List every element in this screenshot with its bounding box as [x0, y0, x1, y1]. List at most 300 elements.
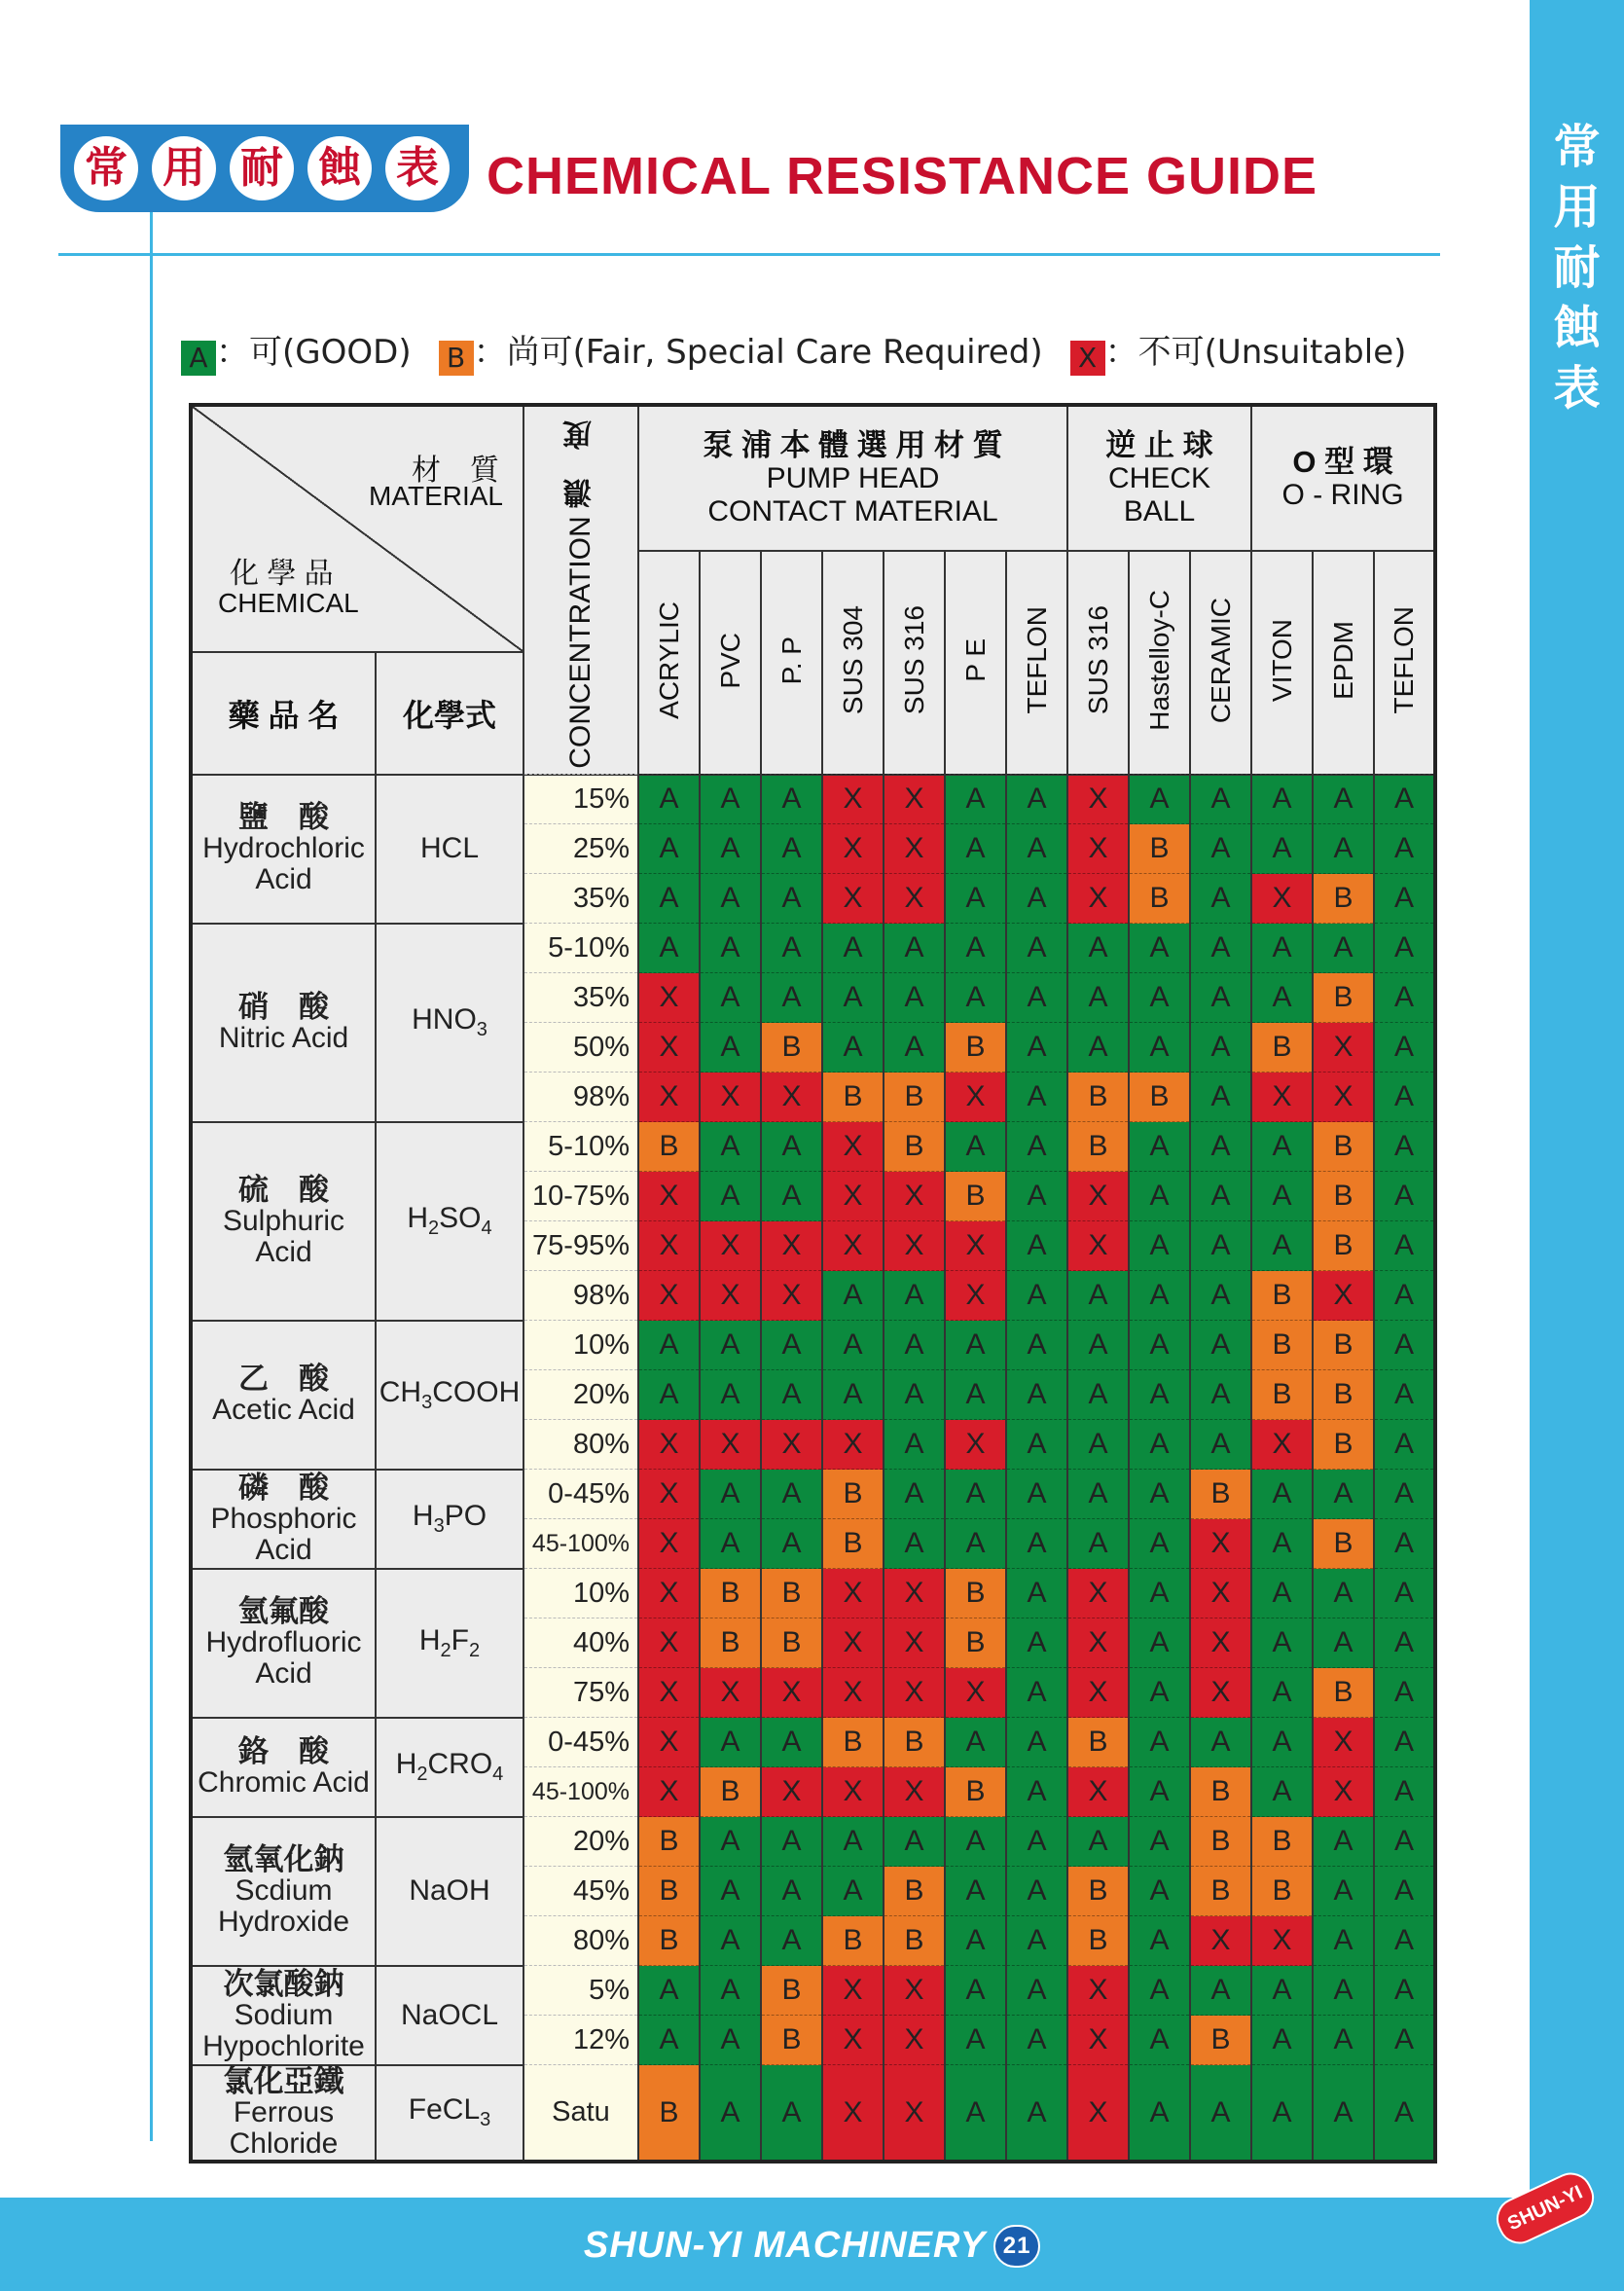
concentration-value: 0-45%	[523, 1470, 638, 1519]
rating-cell: A	[1006, 1618, 1067, 1668]
rating-cell: A	[700, 1023, 761, 1073]
rating-cell: A	[1190, 1023, 1251, 1073]
rating-cell: B	[638, 1817, 700, 1867]
rating-cell: X	[822, 1966, 884, 2016]
header-group-line: 逆 止 球	[1105, 427, 1213, 462]
rating-cell: A	[1251, 1221, 1313, 1271]
rating-cell: A	[1313, 2016, 1374, 2065]
rating-cell: A	[761, 1172, 822, 1221]
rating-cell: B	[1067, 1916, 1129, 1966]
rating-cell: A	[945, 924, 1006, 973]
rating-cell: A	[1251, 1122, 1313, 1172]
rating-cell: A	[945, 874, 1006, 924]
chemical-name-en: Sulphuric Acid	[222, 1204, 345, 1268]
rating-cell: X	[1251, 874, 1313, 924]
rating-cell: A	[822, 1321, 884, 1370]
rating-cell: A	[1374, 973, 1435, 1023]
legend-a-label: ：可(GOOD)	[216, 333, 412, 372]
material-name: SUS 316	[1082, 605, 1113, 715]
chemical-name-en: Acetic Acid	[212, 1394, 355, 1427]
page-number: 21	[993, 2225, 1040, 2268]
chemical-name	[191, 1817, 376, 1966]
rating-cell: X	[884, 1221, 945, 1271]
rating-cell: A	[945, 973, 1006, 1023]
chemical-label-cn: 化 學 品	[230, 558, 334, 590]
rating-cell: X	[638, 1569, 700, 1618]
rating-cell: A	[1251, 824, 1313, 874]
concentration-value: 0-45%	[523, 1718, 638, 1767]
rating-cell: X	[822, 2016, 884, 2065]
concentration-header	[523, 405, 638, 775]
material-label-cn: 材 質	[412, 455, 499, 487]
header-group-0	[638, 405, 1067, 551]
rating-cell: B	[700, 1618, 761, 1668]
rating-cell: B	[1129, 824, 1190, 874]
chemical-name-en: Sodium Hypochlorite	[202, 1998, 365, 2062]
rating-cell: A	[700, 1817, 761, 1867]
rating-cell: B	[1313, 1370, 1374, 1420]
table-row	[191, 1122, 1435, 1172]
header-group-line: CONTACT MATERIAL	[707, 494, 998, 527]
chemical-formula: $H_2SO_4$	[376, 1122, 523, 1321]
rating-cell: B	[761, 1023, 822, 1073]
rating-cell: X	[761, 1767, 822, 1817]
concentration-label-en: CONCENTRATION	[564, 516, 596, 769]
rating-cell: X	[638, 1668, 700, 1718]
title-banner	[60, 125, 469, 212]
rating-cell: A	[945, 1519, 1006, 1569]
table-row	[191, 1470, 1435, 1519]
rating-cell: X	[945, 1420, 1006, 1470]
chemical-name	[191, 2065, 376, 2162]
rating-cell: B	[1067, 1718, 1129, 1767]
rating-cell: X	[1067, 2016, 1129, 2065]
rating-cell: A	[1006, 1817, 1067, 1867]
rating-cell: B	[1313, 1519, 1374, 1569]
rating-cell: A	[700, 1867, 761, 1916]
rating-cell: A	[1129, 1023, 1190, 1073]
rating-cell: A	[1006, 1321, 1067, 1370]
chemical-name-en: Phosphoric Acid	[210, 1502, 357, 1566]
rating-cell: X	[884, 1172, 945, 1221]
rating-cell: A	[1129, 1718, 1190, 1767]
rating-cell: A	[1006, 1023, 1067, 1073]
rating-cell: X	[1067, 1767, 1129, 1817]
material-name: TEFLON	[1389, 606, 1420, 714]
table-row	[191, 2065, 1435, 2162]
chemical-name-cn: 鉻 酸	[238, 1733, 329, 1768]
rating-cell: X	[822, 1122, 884, 1172]
table-row	[191, 775, 1435, 824]
rating-cell: A	[945, 1916, 1006, 1966]
concentration-value: 5%	[523, 1966, 638, 2016]
rating-cell: A	[1129, 1817, 1190, 1867]
rating-cell: A	[1313, 1817, 1374, 1867]
rating-cell: X	[1190, 1916, 1251, 1966]
rating-cell: A	[1129, 1519, 1190, 1569]
concentration-value: 45-100%	[523, 1519, 638, 1569]
rating-cell: B	[761, 1966, 822, 2016]
rating-cell: A	[1190, 1122, 1251, 1172]
rating-cell: X	[1067, 1221, 1129, 1271]
rating-cell: B	[1190, 1470, 1251, 1519]
rating-cell: A	[1129, 973, 1190, 1023]
rating-cell: A	[1129, 1470, 1190, 1519]
rating-cell: B	[822, 1073, 884, 1122]
rating-cell: A	[1374, 1172, 1435, 1221]
rating-cell: X	[761, 1420, 822, 1470]
header-group-line: O 型 環	[1292, 444, 1393, 479]
rating-cell: X	[638, 1073, 700, 1122]
rating-cell: A	[1129, 2065, 1190, 2162]
rating-cell: A	[1374, 1916, 1435, 1966]
header-group-line: BALL	[1123, 494, 1196, 527]
rating-cell: B	[884, 1867, 945, 1916]
rating-cell: A	[1006, 1470, 1067, 1519]
rating-cell: X	[1251, 1916, 1313, 1966]
rating-cell: A	[761, 2065, 822, 2162]
rating-cell: X	[822, 2065, 884, 2162]
rating-cell: A	[1374, 1122, 1435, 1172]
rating-cell: X	[638, 973, 700, 1023]
chemical-formula: NaOCL	[376, 1966, 523, 2065]
chemical-formula: HCL	[376, 775, 523, 924]
rating-cell: A	[1129, 1271, 1190, 1321]
rating-cell: A	[700, 1370, 761, 1420]
rating-cell: A	[638, 874, 700, 924]
rating-cell: X	[638, 1271, 700, 1321]
rating-cell: A	[884, 1271, 945, 1321]
rating-cell: X	[1313, 1073, 1374, 1122]
rating-cell: X	[638, 1172, 700, 1221]
rating-cell: A	[1374, 824, 1435, 874]
rating-cell: X	[638, 1023, 700, 1073]
rating-cell: A	[638, 924, 700, 973]
chemical-name	[191, 1966, 376, 2065]
rating-cell: B	[1190, 2016, 1251, 2065]
rating-cell: A	[1190, 775, 1251, 824]
rating-cell: B	[1251, 1321, 1313, 1370]
rating-cell: B	[1067, 1073, 1129, 1122]
rating-cell: A	[1129, 1618, 1190, 1668]
rating-cell: A	[1313, 1966, 1374, 2016]
rating-cell: A	[700, 1321, 761, 1370]
brand-name: SHUN-YI MACHINERY	[583, 2225, 987, 2266]
rating-cell: A	[700, 1519, 761, 1569]
rating-cell: X	[884, 1966, 945, 2016]
rating-cell: A	[945, 2065, 1006, 2162]
material-label-en: MATERIAL	[369, 481, 503, 511]
rating-cell: A	[945, 1122, 1006, 1172]
material-col-4	[884, 551, 945, 775]
table-row	[191, 1718, 1435, 1767]
rating-cell: A	[638, 2016, 700, 2065]
rating-cell: A	[1251, 1519, 1313, 1569]
header-group-line: CHECK	[1108, 461, 1211, 494]
side-title-char: 表	[1553, 361, 1601, 416]
rating-cell: A	[945, 1718, 1006, 1767]
material-col-6	[1006, 551, 1067, 775]
rating-cell: A	[1067, 1370, 1129, 1420]
rating-cell: A	[1129, 1370, 1190, 1420]
rating-cell: B	[945, 1569, 1006, 1618]
table-row	[191, 1321, 1435, 1370]
rating-cell: X	[1251, 1420, 1313, 1470]
concentration-value: 98%	[523, 1271, 638, 1321]
rating-cell: X	[1313, 1718, 1374, 1767]
chemical-name-en: Nitric Acid	[218, 1021, 349, 1054]
rating-cell: X	[1313, 1023, 1374, 1073]
rating-cell: A	[1067, 1321, 1129, 1370]
rating-cell: B	[884, 1718, 945, 1767]
concentration-value: 45-100%	[523, 1767, 638, 1817]
rating-cell: A	[1129, 1668, 1190, 1718]
rating-cell: A	[1067, 1470, 1129, 1519]
rating-cell: A	[761, 1867, 822, 1916]
rating-cell: X	[761, 1271, 822, 1321]
rating-cell: X	[1190, 1668, 1251, 1718]
rating-cell: B	[1251, 1271, 1313, 1321]
rating-cell: A	[1313, 1569, 1374, 1618]
chemical-formula: $CH_3COOH$	[376, 1321, 523, 1470]
chemical-name	[191, 1470, 376, 1569]
rating-cell: B	[638, 1867, 700, 1916]
rating-cell: A	[1190, 973, 1251, 1023]
chemical-name-cn: 鹽 酸	[238, 800, 329, 835]
decor-horizontal-line	[58, 253, 1440, 256]
chemical-name	[191, 1718, 376, 1817]
rating-cell: A	[1313, 824, 1374, 874]
rating-cell: A	[1190, 824, 1251, 874]
side-bar	[1530, 0, 1624, 2198]
chemical-name-en: Hydrofluoric Acid	[205, 1626, 362, 1691]
rating-cell: B	[884, 1122, 945, 1172]
rating-cell: A	[1374, 1668, 1435, 1718]
rating-cell: A	[884, 1023, 945, 1073]
material-name: Hastelloy-C	[1143, 590, 1174, 731]
chemical-name-cn: 氯化亞鐵	[223, 2063, 344, 2098]
rating-cell: X	[638, 1420, 700, 1470]
rating-cell: A	[822, 924, 884, 973]
rating-cell: A	[1067, 1420, 1129, 1470]
rating-cell: A	[700, 874, 761, 924]
rating-cell: A	[884, 1370, 945, 1420]
rating-cell: A	[1190, 2065, 1251, 2162]
rating-cell: A	[1129, 1916, 1190, 1966]
rating-cell: A	[884, 973, 945, 1023]
rating-cell: A	[1006, 1867, 1067, 1916]
chemical-name-cn: 硫 酸	[238, 1172, 329, 1207]
concentration-label	[559, 407, 602, 769]
rating-cell: B	[1067, 1867, 1129, 1916]
rating-cell: A	[1251, 1569, 1313, 1618]
rating-cell: A	[1006, 824, 1067, 874]
concentration-value: 25%	[523, 824, 638, 874]
rating-cell: X	[1313, 1271, 1374, 1321]
material-name: TEFLON	[1021, 606, 1052, 714]
rating-cell: A	[1313, 775, 1374, 824]
footer	[0, 2198, 1624, 2291]
rating-cell: A	[1313, 1867, 1374, 1916]
rating-cell: A	[1006, 1668, 1067, 1718]
rating-cell: B	[638, 2065, 700, 2162]
rating-cell: X	[822, 775, 884, 824]
resistance-table	[189, 403, 1437, 2164]
chemical-formula: NaOH	[376, 1817, 523, 1966]
material-col-1	[700, 551, 761, 775]
rating-cell: A	[945, 2016, 1006, 2065]
material-col-12	[1374, 551, 1435, 775]
material-col-7	[1067, 551, 1129, 775]
rating-cell: A	[1006, 1519, 1067, 1569]
rating-cell: X	[638, 1618, 700, 1668]
concentration-value: 75%	[523, 1668, 638, 1718]
rating-cell: A	[1129, 1221, 1190, 1271]
rating-cell: A	[1190, 1321, 1251, 1370]
rating-cell: B	[1251, 1817, 1313, 1867]
rating-cell: A	[1129, 1172, 1190, 1221]
rating-cell: A	[884, 924, 945, 973]
rating-cell: A	[761, 1817, 822, 1867]
rating-cell: X	[1190, 1519, 1251, 1569]
rating-cell: A	[1374, 924, 1435, 973]
rating-cell: A	[884, 1519, 945, 1569]
rating-cell: X	[1313, 1767, 1374, 1817]
title-char-chip: 蝕	[307, 136, 372, 200]
rating-cell: A	[1190, 874, 1251, 924]
rating-cell: A	[1374, 1519, 1435, 1569]
rating-cell: A	[1006, 1221, 1067, 1271]
rating-cell: A	[945, 1370, 1006, 1420]
rating-cell: A	[1129, 1321, 1190, 1370]
rating-cell: X	[822, 1618, 884, 1668]
rating-cell: A	[1067, 1817, 1129, 1867]
rating-cell: A	[761, 1370, 822, 1420]
concentration-value: 5-10%	[523, 1122, 638, 1172]
rating-cell: X	[945, 1221, 1006, 1271]
material-name: PVC	[714, 632, 745, 689]
rating-cell: X	[1067, 1172, 1129, 1221]
rating-cell: A	[1006, 1122, 1067, 1172]
chemical-name	[191, 1321, 376, 1470]
rating-cell: X	[700, 1073, 761, 1122]
rating-cell: A	[1374, 1023, 1435, 1073]
legend-a-swatch: A	[181, 341, 216, 376]
material-col-2	[761, 551, 822, 775]
rating-cell: A	[1129, 1767, 1190, 1817]
concentration-value: 35%	[523, 874, 638, 924]
rating-cell: A	[1251, 1668, 1313, 1718]
concentration-value: 80%	[523, 1916, 638, 1966]
material-col-9	[1190, 551, 1251, 775]
rating-cell: A	[1374, 1470, 1435, 1519]
chemical-name-en: Scdium Hydroxide	[217, 1874, 350, 1939]
material-name: P. P	[776, 636, 807, 685]
rating-cell: X	[638, 1767, 700, 1817]
rating-cell: A	[945, 1867, 1006, 1916]
rating-cell: B	[1313, 1172, 1374, 1221]
rating-cell: X	[1190, 1618, 1251, 1668]
rating-cell: A	[1006, 2065, 1067, 2162]
rating-cell: A	[1251, 1718, 1313, 1767]
rating-cell: X	[1067, 1618, 1129, 1668]
concentration-value: 10%	[523, 1321, 638, 1370]
rating-cell: A	[1313, 1470, 1374, 1519]
rating-cell: A	[761, 973, 822, 1023]
rating-cell: A	[638, 1966, 700, 2016]
chemical-name-cn: 硝 酸	[238, 989, 329, 1024]
brand-logo: SHUN-YI	[1490, 2165, 1602, 2250]
rating-cell: A	[884, 1470, 945, 1519]
rating-cell: A	[884, 1321, 945, 1370]
side-title	[1530, 117, 1624, 418]
rating-cell: A	[761, 1122, 822, 1172]
rating-cell: X	[638, 1221, 700, 1271]
material-name: VITON	[1266, 618, 1297, 702]
chemical-name-cn: 乙 酸	[238, 1362, 329, 1397]
rating-cell: A	[1067, 973, 1129, 1023]
rating-cell: A	[700, 1966, 761, 2016]
rating-cell: A	[700, 1718, 761, 1767]
rating-cell: B	[1129, 1073, 1190, 1122]
rating-cell: A	[1374, 775, 1435, 824]
chemical-material-corner	[191, 405, 523, 652]
legend-x-label: ：不可(Unsuitable)	[1104, 333, 1407, 372]
rating-cell: X	[761, 1073, 822, 1122]
rating-cell: B	[700, 1767, 761, 1817]
rating-cell: B	[1313, 1668, 1374, 1718]
rating-cell: A	[1067, 1519, 1129, 1569]
rating-cell: A	[1006, 924, 1067, 973]
rating-cell: A	[822, 1370, 884, 1420]
rating-cell: B	[1313, 1321, 1374, 1370]
chemical-name-cn: 磷 酸	[238, 1470, 329, 1505]
rating-cell: B	[1313, 1221, 1374, 1271]
rating-cell: B	[1067, 1122, 1129, 1172]
chemical-name	[191, 1569, 376, 1718]
chemical-name	[191, 924, 376, 1122]
title-char-chip: 耐	[230, 136, 294, 200]
rating-cell: A	[1374, 1966, 1435, 2016]
rating-cell: A	[945, 824, 1006, 874]
rating-cell: A	[1374, 1073, 1435, 1122]
rating-cell: A	[822, 1271, 884, 1321]
rating-cell: A	[761, 1470, 822, 1519]
material-col-11	[1313, 551, 1374, 775]
rating-cell: A	[1190, 1966, 1251, 2016]
rating-cell: A	[1374, 1370, 1435, 1420]
rating-cell: A	[1006, 1718, 1067, 1767]
rating-cell: A	[761, 1519, 822, 1569]
rating-cell: A	[700, 1916, 761, 1966]
concentration-value: 15%	[523, 775, 638, 824]
rating-cell: A	[1006, 1073, 1067, 1122]
material-col-5	[945, 551, 1006, 775]
rating-cell: X	[1067, 824, 1129, 874]
rating-cell: A	[700, 824, 761, 874]
concentration-value: 40%	[523, 1618, 638, 1668]
rating-cell: A	[945, 1966, 1006, 2016]
decor-vertical-line	[150, 195, 153, 2141]
rating-cell: A	[1313, 1916, 1374, 1966]
rating-cell: B	[945, 1618, 1006, 1668]
rating-cell: X	[884, 1767, 945, 1817]
chemical-name-cn: 氫氟酸	[238, 1594, 329, 1629]
table-row	[191, 1966, 1435, 2016]
side-title-char: 蝕	[1553, 301, 1601, 355]
chemical-formula: $H_2F_2$	[376, 1569, 523, 1718]
rating-cell: B	[638, 1916, 700, 1966]
